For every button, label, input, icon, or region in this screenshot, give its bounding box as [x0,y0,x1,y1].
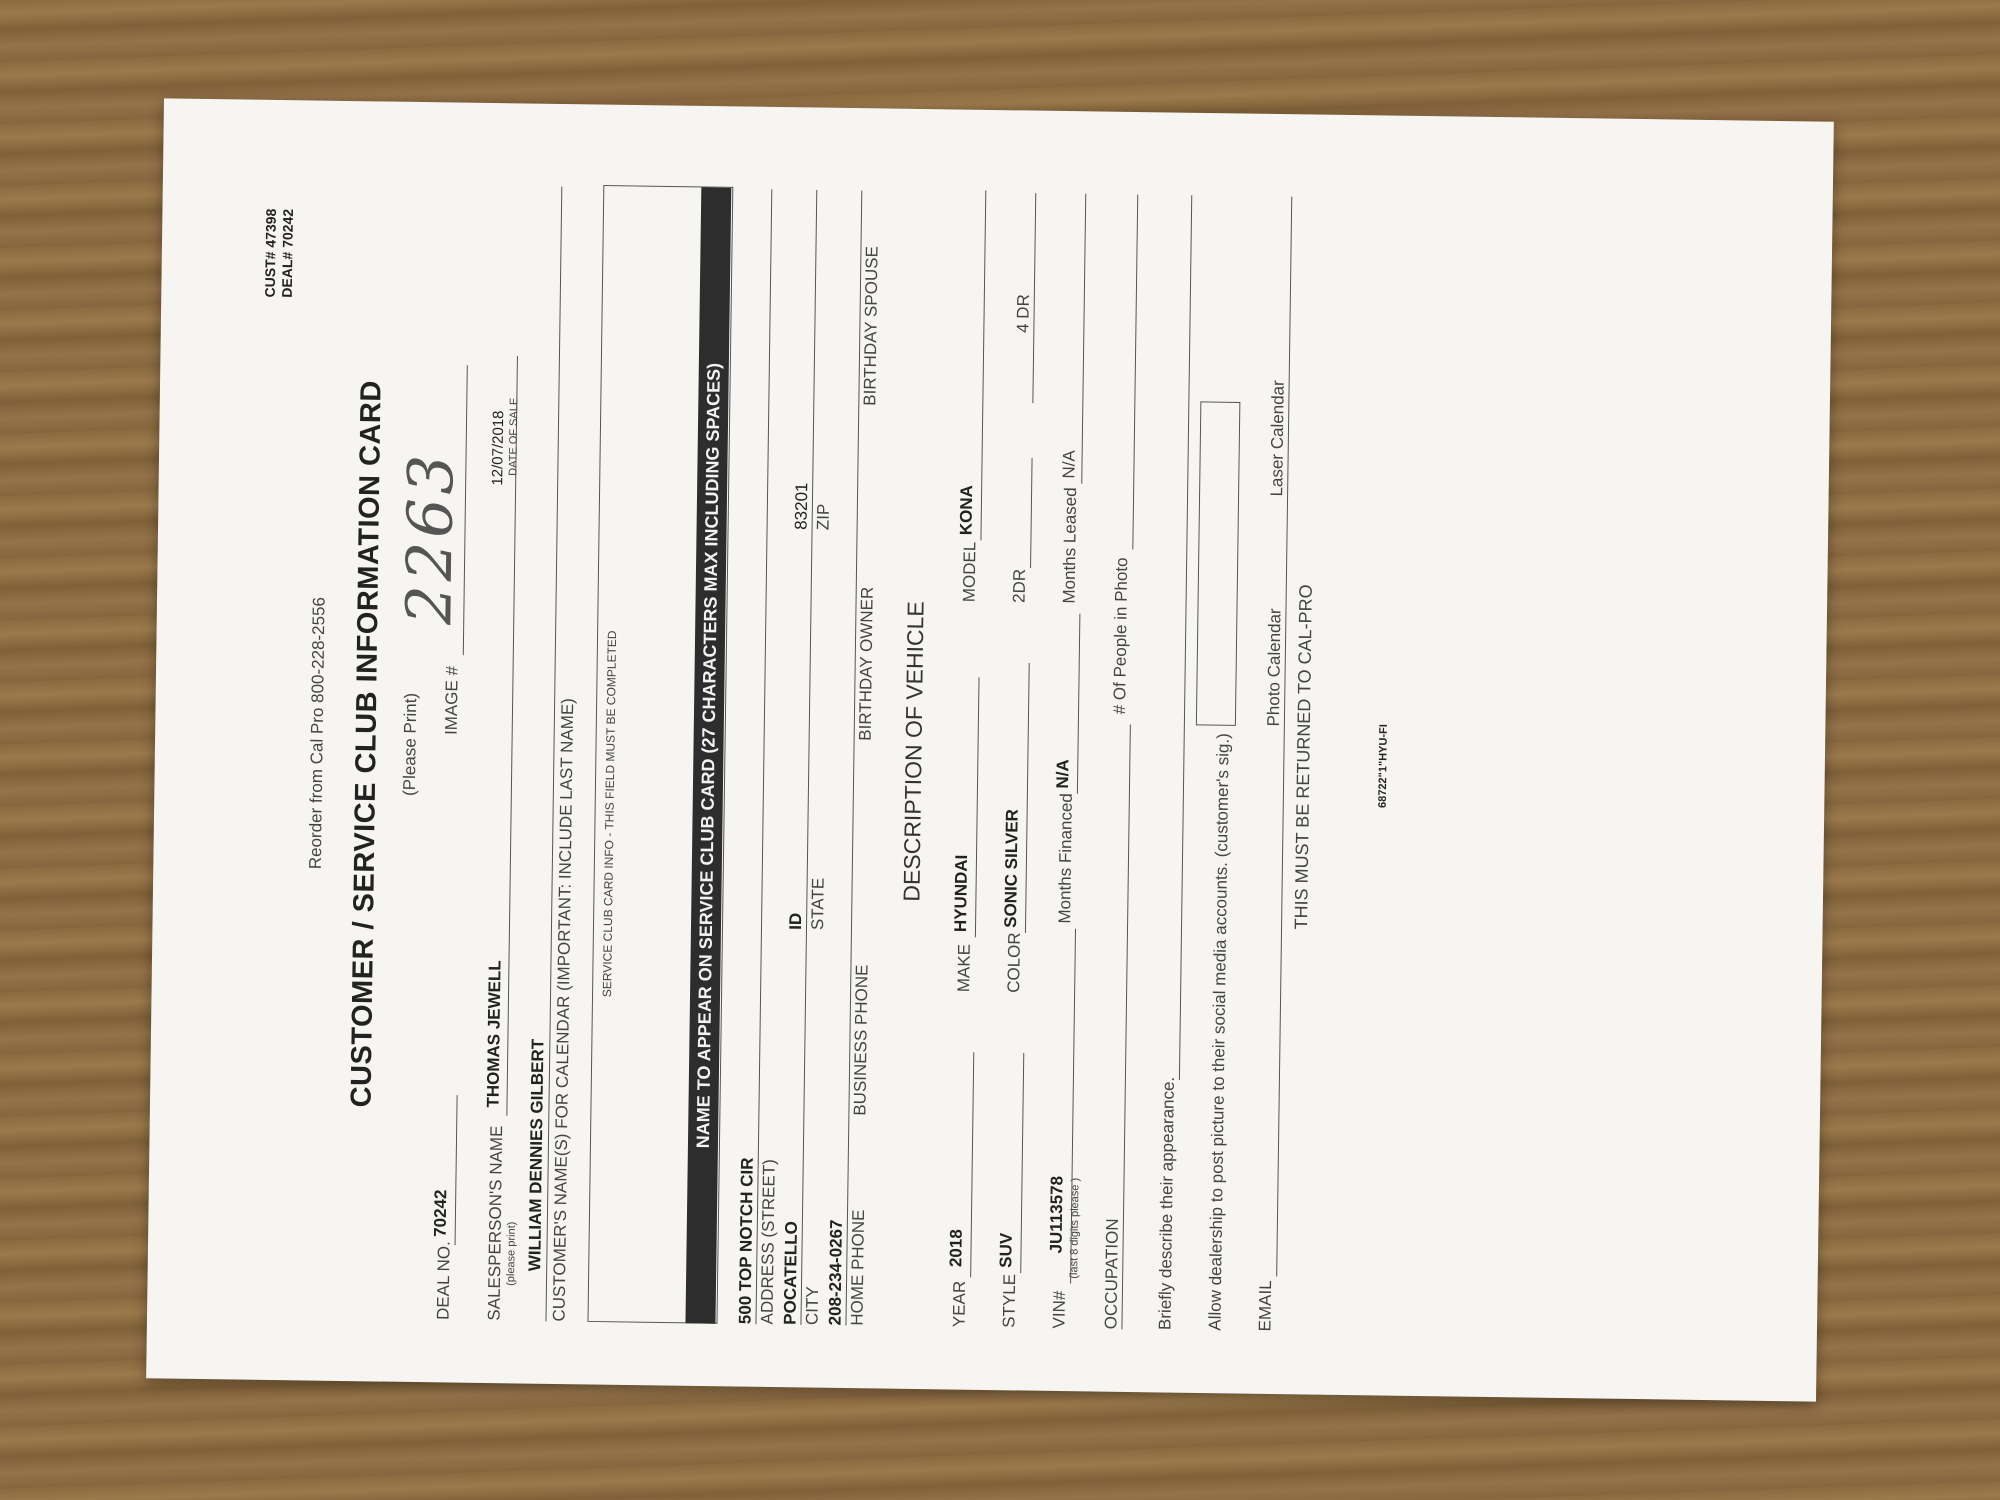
city-line [800,190,817,1325]
make-label: MAKE [954,943,974,993]
months-financed-line [1077,614,1081,794]
people-in-photo-line [1132,195,1138,550]
two-door-label: 2DR [1009,568,1030,604]
people-in-photo-label: # Of People in Photo [1110,557,1132,715]
model-line [980,190,986,540]
months-leased-value: N/A [1059,450,1079,479]
customer-name-value: WILLIAM DENNIES GILBERT [525,1038,548,1272]
months-financed-label: Months Financed [1055,793,1076,924]
months-leased-line [1081,194,1086,484]
allow-social-label: Allow dealership to post picture to their social media accounts. (customer's sig.) [1205,733,1233,1331]
business-phone-label: BUSINESS PHONE [850,964,872,1116]
return-note: THIS MUST BE RETURNED TO CAL-PRO [1291,584,1316,930]
zip-label: ZIP [813,503,833,531]
year-value: 2018 [946,1229,966,1268]
style-value: SUV [996,1232,1016,1268]
laser-calendar-label: Laser Calendar [1267,380,1288,497]
customer-name-label: CUSTOMER'S NAME(S) FOR CALENDAR (IMPORTANT: INCLUDE LAST NAME) [549,697,578,1322]
color-line [1025,663,1030,933]
occupation-line [1121,724,1130,1329]
form-title: CUSTOMER / SERVICE CLUB INFORMATION CARD [345,379,388,1108]
image-number: 2263 [392,450,468,626]
vehicle-heading: DESCRIPTION OF VEHICLE [898,601,929,902]
year-line [970,1052,974,1277]
months-leased-label: Months Leased [1059,487,1081,604]
email-line [1276,197,1292,1277]
birthday-owner-label: BIRTHDAY OWNER [855,586,877,741]
cust-deal-ids [262,209,297,298]
club-card-name-bar: NAME TO APPEAR ON SERVICE CLUB CARD (27 CHARACTERS MAX INCLUDING SPACES) [685,187,731,1323]
city-label: CITY [802,1286,822,1326]
salesperson-sub: (please print) [504,1221,518,1286]
photo-calendar-label: Photo Calendar [1263,608,1285,727]
style-line [1020,1053,1024,1273]
salesperson-value: THOMAS JEWELL [483,960,505,1108]
model-label: MODEL [959,541,980,603]
city-value: POCATELLO [780,1221,801,1325]
make-value: HYUNDAI [950,854,972,933]
style-label: STYLE [999,1273,1020,1328]
form-code: 68722"1"HYU-FI [1376,724,1390,809]
two-door-line [1030,458,1033,568]
street-value: 500 TOP NOTCH CIR [735,1157,757,1325]
phone-line [845,191,862,1326]
street-label: ADDRESS (STREET) [757,1159,779,1325]
reorder-note: Reorder from Cal Pro 800-228-2556 [305,596,329,870]
occupation-label: OCCUPATION [1101,1218,1122,1330]
date-of-sale: 12/07/2018 [489,410,508,486]
color-label: COLOR [1004,932,1024,993]
info-card-form [187,126,1794,1373]
state-value: ID [785,912,806,930]
color-value: SONIC SILVER [1001,808,1022,928]
vin-label: VIN# [1049,1290,1069,1329]
model-value: KONA [956,484,977,536]
salesperson-label: SALESPERSON'S NAME [484,1125,507,1321]
home-phone-value: 208-234-0267 [825,1219,846,1326]
deal-no-value: 70242 [430,1189,451,1238]
describe-appearance-label: Briefly describe their appearance. [1155,1076,1178,1331]
email-label: EMAIL [1255,1280,1276,1332]
year-label: YEAR [949,1280,970,1328]
customer-signature-box[interactable] [1196,401,1241,726]
image-label: IMAGE # [441,665,462,736]
four-door-label: 4 DR [1013,294,1033,334]
date-of-sale-label: DATE OF SALE [507,397,521,476]
club-card-note: SERVICE CLUB CARD INFO - THIS FIELD MUST BE COMPLETED [600,630,620,998]
deal-no-line [455,1095,458,1245]
make-line [975,677,980,937]
home-phone-label: HOME PHONE [847,1209,869,1326]
vin-sub: (last 8 digits please ) [1068,1177,1082,1279]
street-line [755,189,772,1324]
months-financed-value: N/A [1052,759,1073,789]
state-label: STATE [807,877,828,931]
vin-value: JU113578 [1046,1175,1067,1254]
deal-number: DEAL# 70242 [278,208,296,298]
cust-number: CUST# 47398 [261,208,279,298]
describe-appearance-line [1179,195,1192,1080]
please-print: (Please Print) [399,692,421,797]
form-paper [146,98,1834,1401]
deal-no-label: DEAL NO. [433,1241,454,1321]
zip-value: 83201 [791,482,812,530]
birthday-spouse-label: BIRTHDAY SPOUSE [860,245,882,406]
